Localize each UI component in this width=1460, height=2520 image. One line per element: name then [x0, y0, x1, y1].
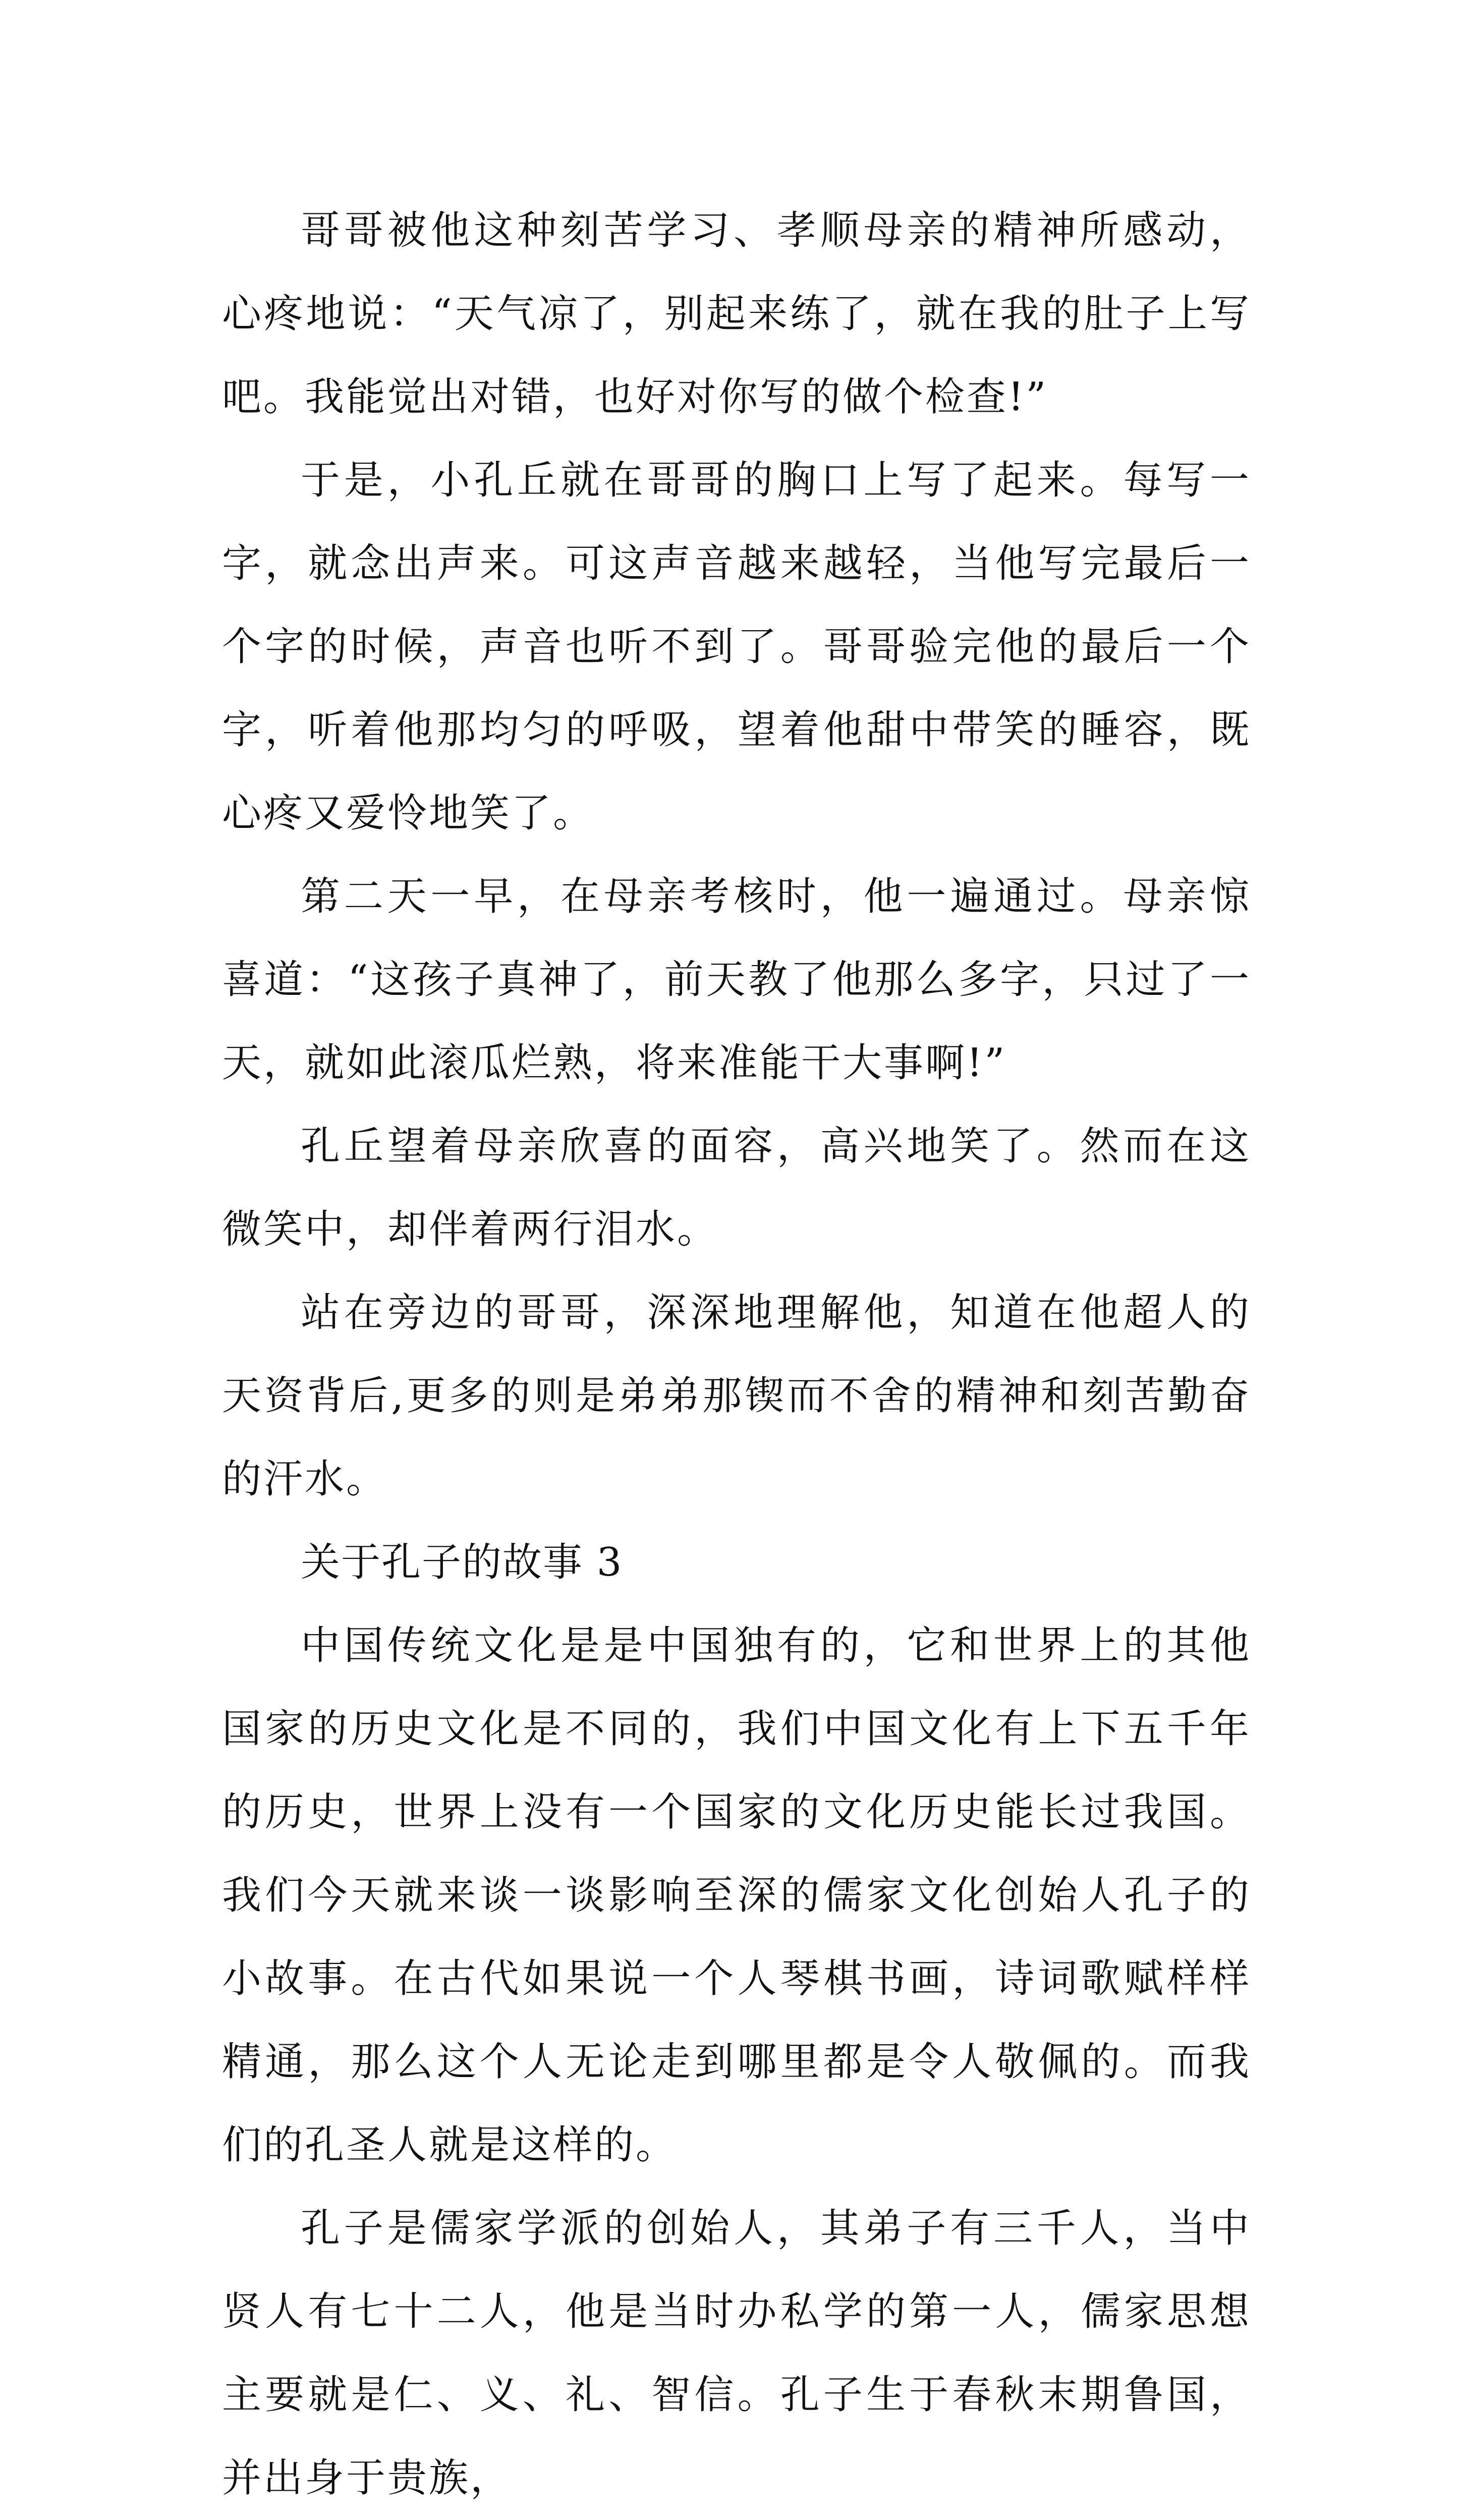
section-heading: 关于孔子的故事 3 [301, 1540, 623, 1585]
paragraph-3: 第二天一早，在母亲考核时，他一遍通过。母亲惊喜道：“这孩子真神了，前天教了他那么多字，只过了一天，就如此滚瓜烂熟，将来准能干大事啊!” [222, 874, 1251, 1086]
paragraph-4: 孔丘望着母亲欣喜的面容，高兴地笑了。然而在这微笑中，却伴着两行泪水。 [222, 1124, 1251, 1252]
paragraph-5: 站在旁边的哥哥，深深地理解他，知道在他超人的天资背后,更多的则是弟弟那锲而不舍的精神和刻苦勤奋的汗水。 [222, 1290, 1251, 1502]
document-body [222, 189, 1251, 2520]
paragraph-2: 于是，小孔丘就在哥哥的胸口上写了起来。每写一字，就念出声来。可这声音越来越轻，当他写完最后一个字的时候，声音也听不到了。哥哥验完他的最后一个字，听着他那均匀的呼吸，望着他甜中带笑的睡容，既心疼又爱怜地笑了。 [222, 458, 1251, 836]
paragraph-1: 哥哥被他这种刻苦学习、孝顺母亲的精神所感动，心疼地说：“天气凉了，别起来练了，就在我的肚子上写吧。我能觉出对错，也好对你写的做个检查!” [222, 208, 1251, 420]
section-paragraph-2: 孔子是儒家学派的创始人，其弟子有三千人，当中贤人有七十二人，他是当时办私学的第一人，儒家思想主要就是仁、义、礼、智信。孔子生于春秋末期鲁国，并出身于贵族， [222, 2206, 1251, 2501]
section-paragraph-1: 中国传统文化是是中国独有的，它和世界上的其他国家的历史文化是不同的，我们中国文化有上下五千年的历史，世界上没有一个国家的文化历史能长过我国。我们今天就来谈一谈影响至深的儒家文化创始人孔子的小故事。在古代如果说一个人琴棋书画，诗词歌赋样样精通，那么这个人无论走到哪里都是令人敬佩的。而我们的孔圣人就是这样的。 [222, 1623, 1251, 2168]
